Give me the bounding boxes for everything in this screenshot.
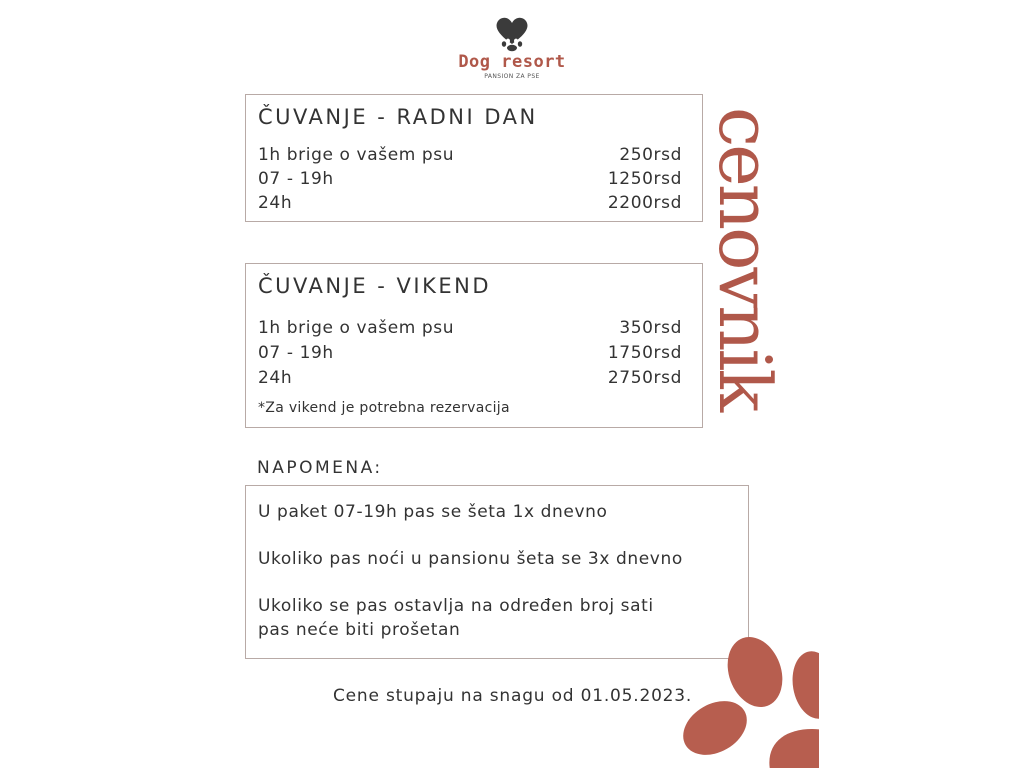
price-value: 2200rsd	[607, 193, 682, 213]
price-label: 24h	[258, 193, 293, 213]
price-value: 1250rsd	[607, 169, 682, 189]
napomena-line: Ukoliko pas noći u pansionu šeta se 3x dnevno	[258, 549, 683, 569]
brand-name: Dog resort	[458, 52, 566, 72]
vertical-title: cenovnik	[703, 106, 787, 410]
section-title: ČUVANJE - RADNI DAN	[258, 105, 538, 129]
price-label: 24h	[258, 368, 293, 388]
napomena-line: U paket 07-19h pas se šeta 1x dnevno	[258, 502, 608, 522]
price-label: 1h brige o vašem psu	[258, 145, 455, 165]
heart-paw-icon	[492, 14, 532, 52]
section-title: ČUVANJE - VIKEND	[258, 274, 491, 298]
effective-date: Cene stupaju na snagu od 01.05.2023.	[333, 686, 693, 706]
price-value: 350rsd	[619, 318, 682, 338]
napomena-box	[245, 485, 749, 659]
brand-tagline: PANSION ZA PSE	[484, 73, 540, 80]
price-row	[258, 193, 682, 213]
price-row	[258, 145, 682, 165]
price-label: 1h brige o vašem psu	[258, 318, 455, 338]
price-box-weekend	[245, 263, 703, 428]
price-value: 1750rsd	[607, 343, 682, 363]
price-value: 250rsd	[619, 145, 682, 165]
reservation-note: *Za vikend je potrebna rezervacija	[258, 400, 510, 416]
napomena-title: NAPOMENA:	[257, 458, 383, 478]
price-row	[258, 318, 682, 338]
price-row	[258, 368, 682, 388]
napomena-line: pas neće biti prošetan	[258, 620, 461, 640]
price-label: 07 - 19h	[258, 169, 334, 189]
price-row	[258, 343, 682, 363]
paw-print-icon	[675, 630, 819, 768]
price-value: 2750rsd	[607, 368, 682, 388]
price-row	[258, 169, 682, 189]
price-label: 07 - 19h	[258, 343, 334, 363]
napomena-line: Ukoliko se pas ostavlja na određen broj sati	[258, 596, 654, 616]
price-box-weekday	[245, 94, 703, 222]
price-list-poster	[205, 0, 819, 768]
logo	[205, 14, 819, 80]
